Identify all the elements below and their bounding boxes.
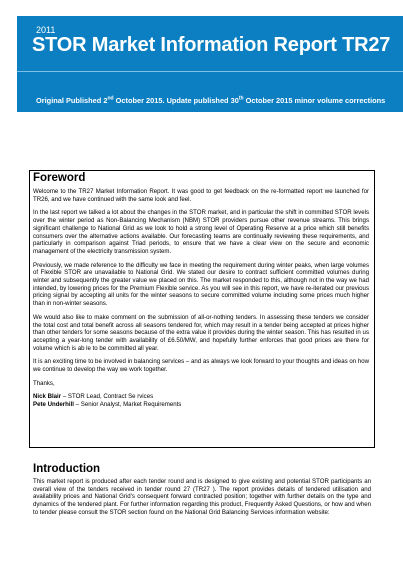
banner-divider (17, 71, 403, 72)
signatory-role: – STOR Lead, Contract Se rvices (61, 393, 154, 401)
signatory-name: Pete Underhill (33, 401, 74, 409)
publication-note (36, 96, 385, 105)
report-banner (17, 16, 403, 112)
signatory (33, 393, 369, 401)
foreword-paragraph: In the last report we talked a lot about the changes in the STOR market, and in particular the shift in committed STOR levels over the winter period as Non-Balancing Mechanism (NBM) STOR providers pursue other revenue streams. This brings significant challenge to National Grid as we look to hold a strong level of Operating Reserve at a price which still benefits consumers over the alternative actions available. Our forecasting teams are continually reviewing these requirements, and particularly in comparison against Triad periods, to ensure that we have a clear view on the secure and economic management of the electricity transmission system. (33, 209, 369, 255)
signatory-name: Nick Blair (33, 393, 62, 401)
foreword-paragraph: Welcome to the TR27 Market Information Report. It was good to get feedback on the re-formatted report we launched for TR26, and we have continued with the same look and feel. (33, 188, 369, 203)
foreword-box (29, 170, 375, 448)
foreword-heading: Foreword (33, 172, 86, 184)
signatory-role: – Senior Analyst, Market Requirements (73, 401, 182, 409)
publication-note-text-3: October 2015 minor volume corrections (243, 96, 386, 105)
foreword-paragraph: It is an exciting time to be involved in balancing services – and as always we look forward to your thoughts and ideas on how we continue to develop the way we work together. (33, 358, 369, 374)
introduction-body (33, 478, 371, 517)
introduction-heading: Introduction (33, 463, 101, 475)
publication-note-text-2: October 2015. Update published 30 (113, 96, 239, 105)
publication-note-sup-2: th (238, 95, 244, 102)
report-title: STOR Market Information Report TR27 (32, 34, 391, 56)
banner-year: 2011 (36, 25, 56, 35)
introduction-paragraph: This market report is produced after each tender round and is designed to give existing and potential STOR participants an overall view of the tenders received in tender round 27 (TR27 ). The report provides details of tendered utilisation and availability prices and National Grid's consequent forward contracted position; together with further details on the type and dynamics of the tendered plant. For further information regarding this product, Frequently Asked Questions, or how and when to tender please consult the STOR section found on the National Grid Balancing Services information website: (33, 478, 371, 516)
publication-note-text-1: Original Published 2 (36, 96, 108, 105)
foreword-body (33, 188, 369, 409)
publication-note-sup-1: nd (107, 95, 114, 102)
signatory (33, 401, 369, 409)
foreword-sign-off: Thanks, (33, 379, 55, 387)
foreword-paragraph: We would also like to make comment on the submission of all-or-nothing tenders. In assessing these tenders we consider the total cost and total benefit across all seasons tendered for, which may result in a tender being accepted at prices higher than other tenders for some seasons because of the extra value it provides during the winter season. This has resulted in us accepting a year-long tender with availability of £6.50/MW, and hopefully further enforces that good prices are there for volume which is ab le to be committed all year. (33, 313, 369, 352)
foreword-paragraph: Previously, we made reference to the difficulty we face in meeting the requirement during winter peaks, when large volumes of Flexible STOR are unavailable to National Grid. We stated our desire to contract sufficient committed volumes during winter and subsequently the greater value we placed on this. The market responded to this, although not in the way we had intended, by lowering prices for the Premium Flexible service. As you will see in this report, we have re-iterated our previous pricing signal by accepting all units for the winter seasons to secure committed volume including some prices much higher than in non-winter seasons. (33, 261, 369, 308)
